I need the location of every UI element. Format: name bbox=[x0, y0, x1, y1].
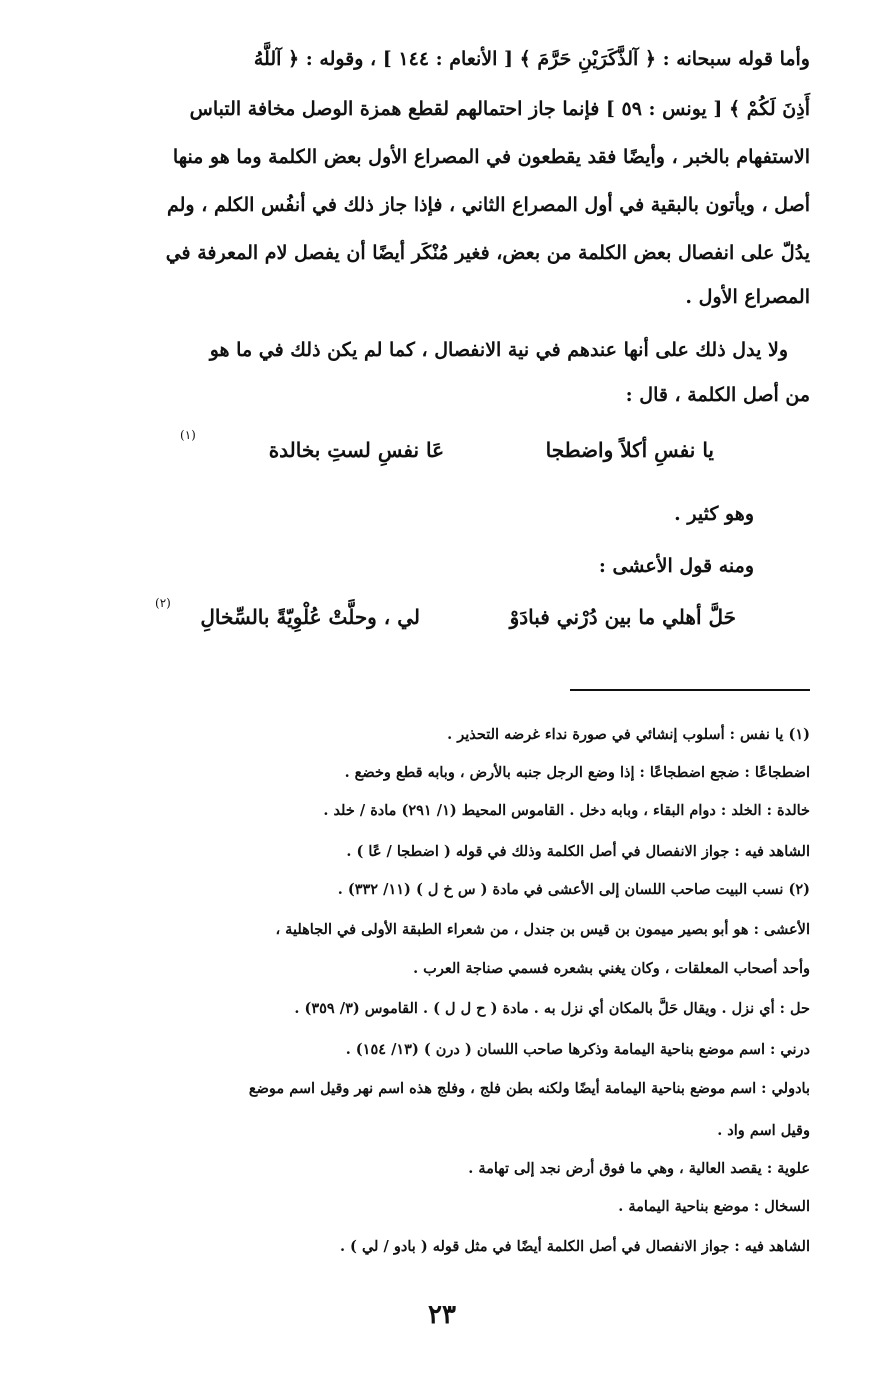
verse2-footnote-ref: (٢) bbox=[155, 596, 171, 610]
footnote-line-4: الشاهد فيه : جواز الانفصال في أصل الكلمة وذلك في قوله ( اضطجا / عًا ) . bbox=[346, 843, 810, 860]
footnote-line-12: علوية : يقصد العالية ، وهي ما فوق أرض نجد إلى تهامة . bbox=[468, 1160, 810, 1177]
footnote-line-9: درني : اسم موضع بناحية اليمامة وذكرها صاحب اللسان ( درن ) (١٣/ ١٥٤) . bbox=[345, 1041, 810, 1058]
page-number: ٢٣ bbox=[428, 1300, 456, 1330]
para2-line-1: ولا يدل ذلك على أنها عندهم في نية الانفصال ، كما لم يكن ذلك في ما هو bbox=[209, 339, 788, 361]
footnote-line-10: بادولي : اسم موضع بناحية اليمامة أيضًا ولكنه بطن فلج ، وفلج هذه اسم نهر وقيل اسم موضع bbox=[248, 1080, 810, 1097]
para2-line-2: من أصل الكلمة ، قال : bbox=[625, 384, 810, 406]
footnote-line-1: (١) يا نفس : أسلوب إنشائي في صورة نداء غرضه التحذير . bbox=[447, 726, 810, 743]
footnote-line-3: خالدة : الخلد : دوام البقاء ، وبابه دخل . القاموس المحيط (١/ ٢٩١) مادة / خلد . bbox=[323, 802, 810, 819]
footnote-line-5: (٢) نسب البيت صاحب اللسان إلى الأعشى في مادة ( س خ ل ) (١١/ ٣٣٢) . bbox=[337, 881, 810, 898]
verse2-first-hemistich: حَلَّ أهلي ما بين دُرْني فبادَوْ bbox=[509, 605, 736, 629]
after-verse1-text: وهو كثير . bbox=[674, 503, 754, 525]
body-line-6: المصراع الأول . bbox=[685, 286, 810, 308]
verse1-second-hemistich: عَا نفسِ لستِ بخالدة bbox=[268, 438, 444, 462]
footnote-line-8: حل : أي نزل . ويقال حَلَّ بالمكان أي نزل به . مادة ( ح ل ل ) . القاموس (٣/ ٣٥٩) . bbox=[294, 1000, 810, 1017]
body-line-2: أَذِنَ لَكُمْ ﴾ [ يونس : ٥٩ ] فإنما جاز احتمالهم لقطع همزة الوصل مخافة التباس bbox=[189, 98, 810, 120]
verse2-second-hemistich: لي ، وحلَّتْ عُلْوِيّةً بالسِّخالِ bbox=[200, 605, 420, 629]
body-line-3: الاستفهام بالخبر ، وأيضًا فقد يقطعون في المصراع الأول بعض الكلمة وما هو منها bbox=[172, 146, 810, 168]
footnote-line-2: اضطجاعًا : ضجع اضطجاعًا : إذا وضع الرجل جنبه بالأرض ، وبابه قطع وخضع . bbox=[344, 764, 810, 781]
body-line-5: يدُلّ على انفصال بعض الكلمة من بعض، فغير مُنْكَر أيضًا أن يفصل لام المعرفة في bbox=[165, 242, 810, 264]
footnote-line-13: السخال : موضع بناحية اليمامة . bbox=[618, 1198, 810, 1215]
verse1-footnote-ref: (١) bbox=[180, 428, 196, 442]
verse2-intro: ومنه قول الأعشى : bbox=[598, 555, 754, 577]
footnote-line-11: وقيل اسم واد . bbox=[717, 1122, 810, 1139]
footnote-separator bbox=[570, 689, 810, 691]
verse1-first-hemistich: يا نفسِ أكلاً واضطجا bbox=[545, 438, 714, 462]
footnote-line-14: الشاهد فيه : جواز الانفصال في أصل الكلمة أيضًا في مثل قوله ( بادو / لي ) . bbox=[339, 1238, 810, 1255]
footnote-line-7: وأحد أصحاب المعلقات ، وكان يغني بشعره فسمي صناجة العرب . bbox=[413, 960, 810, 977]
body-line-1: وأما قوله سبحانه : ﴿ آلذَّكَرَيْنِ حَرَّمَ ﴾ [ الأنعام : ١٤٤ ] ، وقوله : ﴿ آللَّهُ bbox=[253, 48, 810, 70]
footnote-line-6: الأعشى : هو أبو بصير ميمون بن قيس بن جندل ، من شعراء الطبقة الأولى في الجاهلية ، bbox=[275, 921, 810, 938]
body-line-4: أصل ، ويأتون بالبقية في أول المصراع الثاني ، فإذا جاز ذلك في أنفُس الكلم ، ولم bbox=[166, 194, 810, 216]
